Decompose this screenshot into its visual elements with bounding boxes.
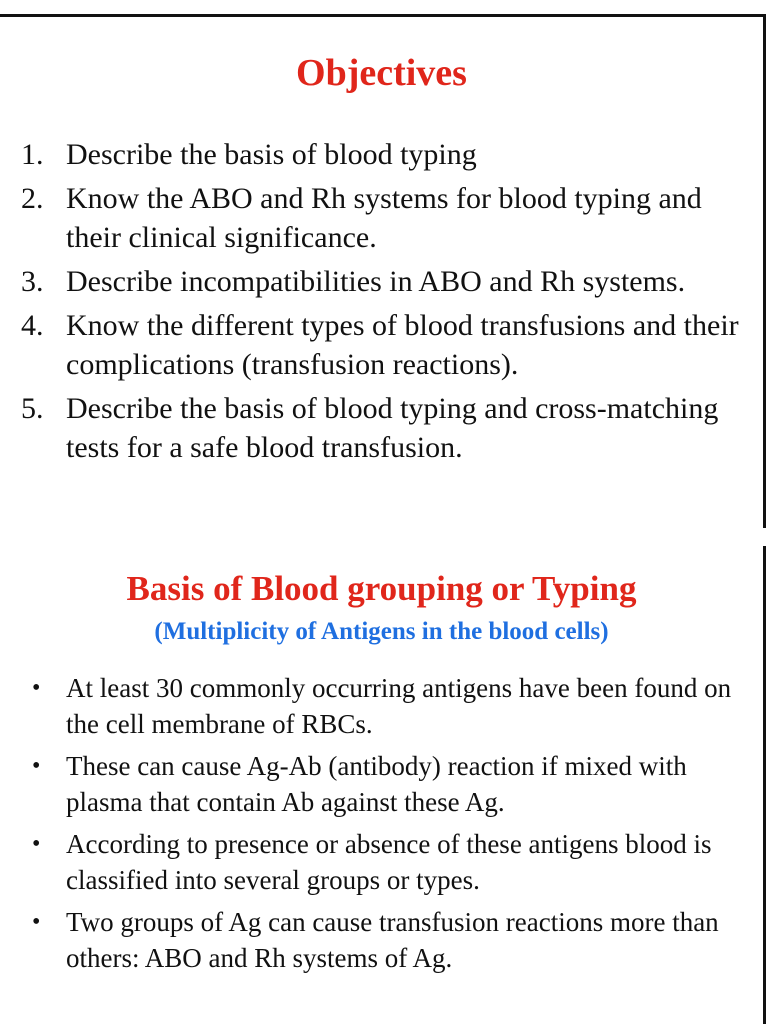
blood-grouping-slide (0, 546, 766, 1024)
objective-text: Describe incompatibilities in ABO and Rh systems. (66, 265, 686, 298)
bullet-icon: • (32, 831, 41, 857)
objective-number: 4. (21, 309, 44, 342)
bullet-icon: • (32, 909, 41, 935)
blood-grouping-subtitle: (Multiplicity of Antigens in the blood cells) (154, 618, 609, 645)
basis-text: These can cause Ag-Ab (antibody) reaction if mixed with plasma that contain Ab against these Ag. (66, 751, 687, 817)
objective-item (0, 262, 740, 301)
objective-text: Know the ABO and Rh systems for blood typing and their clinical significance. (66, 182, 702, 254)
basis-list (0, 670, 740, 982)
objective-number: 3. (21, 265, 44, 298)
basis-item (0, 748, 740, 820)
objective-item (0, 135, 740, 174)
objective-text: Know the different types of blood transfusions and their complications (transfusion reactions). (66, 309, 739, 381)
bullet-icon: • (32, 675, 41, 701)
basis-text: Two groups of Ag can cause transfusion reactions more than others: ABO and Rh systems of Ag. (66, 907, 719, 973)
bullet-icon: • (32, 753, 41, 779)
objective-text: Describe the basis of blood typing (66, 138, 477, 171)
objectives-slide (0, 14, 766, 528)
basis-item (0, 670, 740, 742)
objective-number: 5. (21, 392, 44, 425)
basis-item (0, 904, 740, 976)
objectives-list (0, 135, 740, 472)
basis-item (0, 826, 740, 898)
objective-number: 1. (21, 138, 44, 171)
objectives-title: Objectives (296, 52, 467, 94)
objective-number: 2. (21, 182, 44, 215)
objective-text: Describe the basis of blood typing and cross-matching tests for a safe blood transfusion. (66, 392, 719, 464)
objective-item (0, 306, 740, 384)
objective-item (0, 389, 740, 467)
blood-grouping-title: Basis of Blood grouping or Typing (126, 569, 637, 608)
basis-text: According to presence or absence of these antigens blood is classified into several groups or types. (66, 829, 712, 895)
objective-item (0, 179, 740, 257)
basis-text: At least 30 commonly occurring antigens have been found on the cell membrane of RBCs. (66, 673, 732, 739)
